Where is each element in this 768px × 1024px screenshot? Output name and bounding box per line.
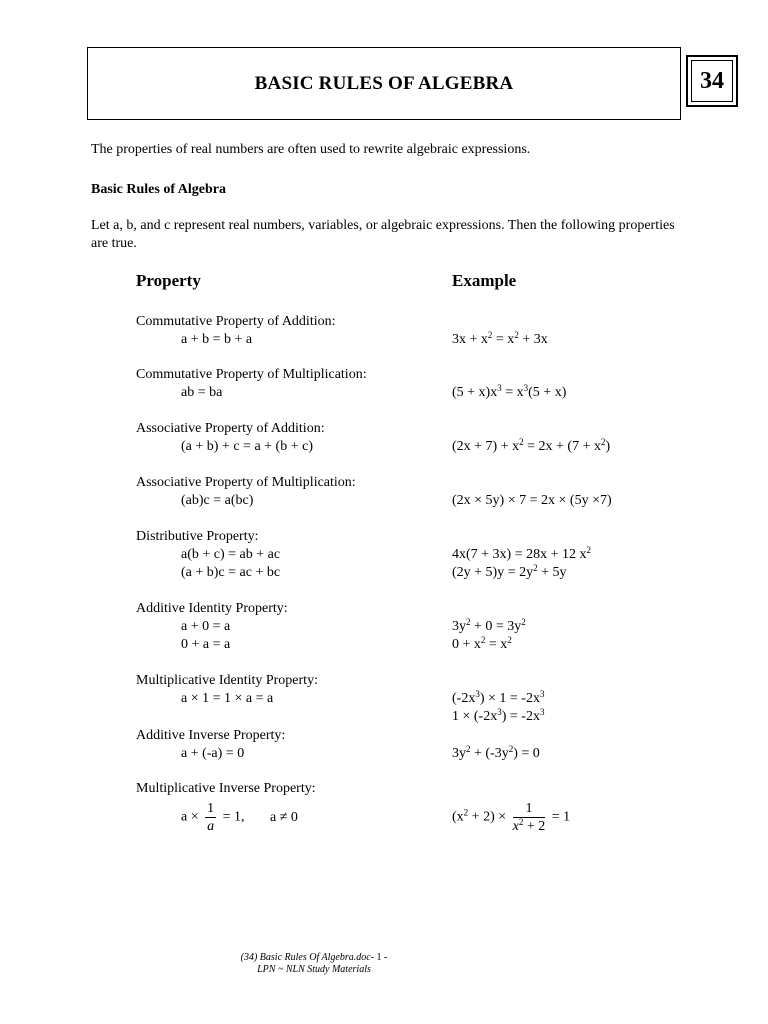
property-rule: (ab)c = a(bc) [181,493,254,508]
property-example: $(5 + x)x^3 = x^3(5 + x)$ [452,383,567,400]
example-column-header: Example [452,271,517,290]
property-rule: a + (-a) = 0 [181,746,245,761]
fraction [513,800,546,835]
property-rule [181,800,298,835]
rule-rhs: = 1, [222,809,245,825]
fraction-denominator [513,818,546,835]
page-number: - 1 - [370,952,388,963]
property-rule: (a + b)c = ac + bc [181,565,281,580]
fraction [205,800,216,835]
footer [200,952,428,976]
intro-text: The properties of real numbers are often used to rewrite algebraic expressions. [91,142,531,157]
exponent: 2 [518,817,524,827]
property-rule: a × 1 = 1 × a = a [181,691,274,706]
property-rule: 0 + a = a [181,637,231,652]
denominator-rest: + 2 [523,819,546,834]
property-name: Distributive Property: [136,529,259,544]
fraction-denominator: a [207,819,215,834]
property-name: Multiplicative Identity Property: [136,673,318,688]
property-example: 4x(7 + 3x) = 28x + 12 $x^2$ [452,545,592,562]
property-example: (2x × 5y) × 7 = 2x × (5y ×7) [452,493,612,508]
property-rule: ab = ba [181,385,223,400]
example-lhs-rest: + 2) × [468,809,507,825]
property-example: $3y^2 + (-3y^2) = 0$ [452,744,540,761]
property-rule: (a + b) + c = a + (b + c) [181,439,313,454]
property-example: $(2y + 5)y = 2y^2 + 5y$ [452,563,567,580]
property-rule: a + 0 = a [181,619,231,634]
property-name: Commutative Property of Addition: [136,314,336,329]
property-rule: a + b = b + a [181,332,253,347]
property-name: Multiplicative Inverse Property: [136,781,316,796]
paragraph: Let a, b, and c represent real numbers, variables, or algebraic expressions. Then the following properties are true. [91,218,675,251]
fraction-numerator: 1 [207,801,215,816]
property-example [452,800,570,835]
property-name: Additive Inverse Property: [136,728,286,743]
chapter-number: 34 [691,60,733,102]
title-box [87,47,681,120]
property-example: $(-2x^3) \times 1 = -2x^3$ [452,689,545,706]
property-name: Associative Property of Addition: [136,421,325,436]
example-rhs: = 1 [551,809,571,825]
property-name: Commutative Property of Multiplication: [136,367,367,382]
property-column-header: Property [136,271,201,290]
property-rule: a(b + c) = ab + ac [181,547,281,562]
rule-lhs: a × [181,809,199,825]
section-heading: Basic Rules of Algebra [91,182,226,197]
property-example: $3y^2 + 0 = 3y^2$ [452,617,526,634]
property-example: $3x + x^2 = x^2 + 3x$ [452,330,548,347]
property-name: Associative Property of Multiplication: [136,475,356,490]
chapter-badge [686,55,738,107]
page-title: BASIC RULES OF ALGEBRA [254,72,514,94]
property-example: $(2x + 7) + x^2 = 2x + (7 + x^2)$ [452,437,611,454]
property-example: $0 + x^2 = x^2$ [452,635,512,652]
example-lhs: (x [452,809,464,825]
footer-filename: (34) Basic Rules Of Algebra.doc [240,952,371,963]
rule-condition: a ≠ 0 [270,809,298,825]
fraction-numerator: 1 [513,800,546,818]
footer-subtitle: LPN ~ NLN Study Materials [257,964,371,975]
variable: x [512,819,519,834]
exponent: 2 [463,807,469,818]
property-example: $1 \times (-2x^3) = -2x^3$ [452,707,545,724]
property-name: Additive Identity Property: [136,601,288,616]
